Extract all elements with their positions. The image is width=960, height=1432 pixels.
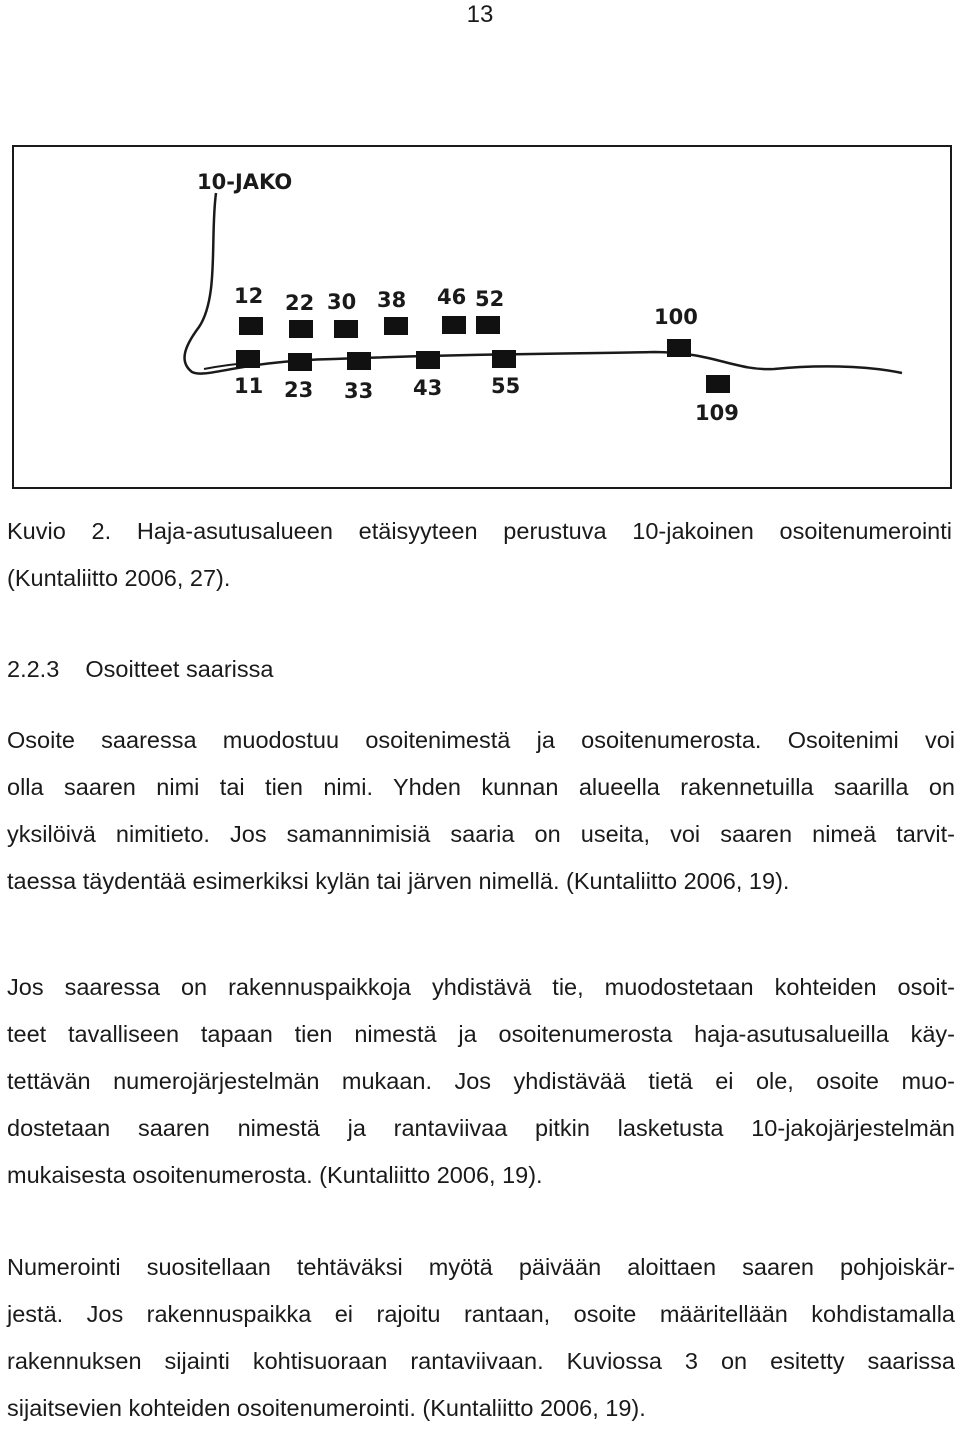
building-marker <box>239 317 263 335</box>
address-number-label: 43 <box>413 376 443 400</box>
paragraph-2 <box>7 964 955 1199</box>
building-marker <box>492 350 516 368</box>
address-number-label: 11 <box>234 374 264 398</box>
paragraph-line: sijaitsevien kohteiden osoitenumerointi. (Kuntaliitto 2006, 19). <box>7 1395 646 1421</box>
address-number-label: 30 <box>327 290 357 314</box>
building-marker <box>476 316 500 334</box>
address-number-label: 100 <box>654 305 698 329</box>
paragraph-line: taessa täydentää esimerkiksi kylän tai järven nimellä. (Kuntaliitto 2006, 19). <box>7 868 790 894</box>
paragraph-line: jestä. Jos rakennuspaikka ei rajoitu rantaan, osoite määritellään kohdistamalla <box>7 1301 955 1327</box>
address-number-label: 12 <box>234 284 264 308</box>
building-marker <box>289 320 313 338</box>
paragraph-line: Numerointi suositellaan tehtäväksi myötä päivään aloittaen saaren pohjoiskär- <box>7 1254 955 1280</box>
paragraph-line: tettävän numerojärjestelmän mukaan. Jos yhdistävää tietä ei ole, osoite muo- <box>7 1068 955 1094</box>
building-marker <box>236 350 260 368</box>
caption-line: (Kuntaliitto 2006, 27). <box>7 565 231 591</box>
paragraph-line: teet tavalliseen tapaan tien nimestä ja osoitenumerosta haja-asutusalueilla käy- <box>7 1021 955 1047</box>
paragraph-line: Osoite saaressa muodostuu osoitenimestä ja osoitenumerosta. Osoitenimi voi <box>7 727 955 753</box>
address-number-label: 22 <box>285 291 315 315</box>
address-number-label: 109 <box>695 401 739 425</box>
address-numbering-diagram <box>14 147 950 487</box>
building-marker <box>442 316 466 334</box>
building-marker <box>288 353 312 371</box>
address-number-label: 52 <box>475 287 505 311</box>
paragraph-line: dostetaan saaren nimestä ja rantaviivaa pitkin lasketusta 10-jakojärjestelmän <box>7 1115 955 1141</box>
address-number-label: 55 <box>491 374 521 398</box>
building-marker <box>334 320 358 338</box>
paragraph-line: rakennuksen sijainti kohtisuoraan rantaviivaan. Kuviossa 3 on esitetty saarissa <box>7 1348 955 1374</box>
building-marker <box>667 339 691 357</box>
paragraph-line: yksilöivä nimitieto. Jos samannimisiä saaria on useita, voi saaren nimeä tarvit- <box>7 821 955 847</box>
paragraph-line: Jos saaressa on rakennuspaikkoja yhdistävä tie, muodostetaan kohteiden osoit- <box>7 974 955 1000</box>
building-marker <box>416 351 440 369</box>
main-road-line <box>185 193 902 374</box>
paragraph-1 <box>7 717 955 905</box>
section-heading: 2.2.3 Osoitteet saarissa <box>7 656 274 682</box>
paragraph-line: olla saaren nimi tai tien nimi. Yhden kunnan alueella rakennetuilla saarilla on <box>7 774 955 800</box>
address-number-label: 33 <box>344 379 374 403</box>
figure-caption <box>7 508 952 602</box>
figure-frame <box>12 145 952 489</box>
address-number-label: 46 <box>437 285 467 309</box>
address-number-label: 23 <box>284 378 314 402</box>
building-marker <box>706 375 730 393</box>
address-number-label: 38 <box>377 288 407 312</box>
paragraph-line: mukaisesta osoitenumerosta. (Kuntaliitto 2006, 19). <box>7 1162 543 1188</box>
building-marker <box>384 317 408 335</box>
page-number: 13 <box>466 1 494 28</box>
caption-line: Kuvio 2. Haja-asutusalueen etäisyyteen perustuva 10-jakoinen osoitenumerointi <box>7 518 952 544</box>
paragraph-3 <box>7 1244 955 1432</box>
building-marker <box>347 352 371 370</box>
figure-title: 10-JAKO <box>197 170 293 194</box>
